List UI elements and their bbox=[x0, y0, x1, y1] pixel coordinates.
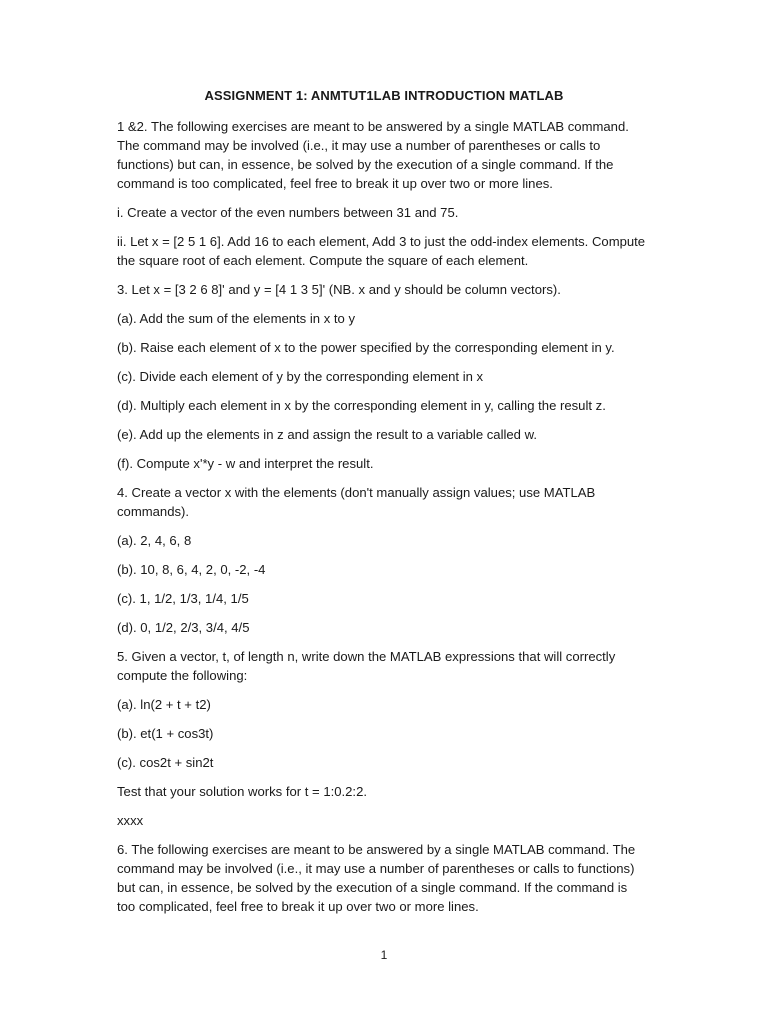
paragraph-4b: (b). 10, 8, 6, 4, 2, 0, -2, -4 bbox=[117, 562, 266, 577]
paragraph-question-4: 4. Create a vector x with the elements (don't manually assign values; use MATLAB commands). bbox=[117, 485, 596, 519]
paragraph-3b: (b). Raise each element of x to the power specified by the corresponding element in y. bbox=[117, 340, 615, 355]
paragraph-intro-1-2: 1 &2. The following exercises are meant to be answered by a single MATLAB command. The command may be involved (i.e., it may use a number of parentheses or calls to functions) but can, in essence, be solved by the execution of a single command. If the command is too complicated, feel free to break it up over two or more lines. bbox=[117, 119, 629, 191]
paragraph-4d: (d). 0, 1/2, 2/3, 3/4, 4/5 bbox=[117, 620, 250, 635]
paragraph-3e: (e). Add up the elements in z and assign the result to a variable called w. bbox=[117, 427, 537, 442]
paragraph-3f: (f). Compute x'*y - w and interpret the result. bbox=[117, 456, 374, 471]
paragraph-question-5: 5. Given a vector, t, of length n, write down the MATLAB expressions that will correctly compute the following: bbox=[117, 649, 616, 683]
paragraph-question-6: 6. The following exercises are meant to be answered by a single MATLAB command. The command may be involved (i.e., it may use a number of parentheses or calls to functions) but can, in essence, be solved by the execution of a single command. If the command is too complicated, feel free to break it up over two or more lines. bbox=[117, 842, 636, 914]
paragraph-question-3: 3. Let x = [3 2 6 8]' and y = [4 1 3 5]' (NB. x and y should be column vectors). bbox=[117, 282, 561, 297]
document-title: ASSIGNMENT 1: ANMTUT1LAB INTRODUCTION MATLAB bbox=[204, 88, 564, 103]
paragraph-test-note: Test that your solution works for t = 1:0.2:2. bbox=[117, 784, 367, 799]
paragraph-4a: (a). 2, 4, 6, 8 bbox=[117, 533, 192, 548]
paragraph-3a: (a). Add the sum of the elements in x to y bbox=[117, 311, 355, 326]
page-number: 1 bbox=[380, 948, 388, 962]
paragraph-4c: (c). 1, 1/2, 1/3, 1/4, 1/5 bbox=[117, 591, 249, 606]
paragraph-5b: (b). et(1 + cos3t) bbox=[117, 726, 214, 741]
paragraph-exercise-ii: ii. Let x = [2 5 1 6]. Add 16 to each element, Add 3 to just the odd-index elements. Compute the square root of each element. Compute the square of each element. bbox=[117, 234, 646, 268]
paragraph-separator: xxxx bbox=[117, 813, 144, 828]
paragraph-exercise-i: i. Create a vector of the even numbers between 31 and 75. bbox=[117, 205, 459, 220]
paragraph-3c: (c). Divide each element of y by the corresponding element in x bbox=[117, 369, 484, 384]
paragraph-5c: (c). cos2t + sin2t bbox=[117, 755, 214, 770]
paragraph-3d: (d). Multiply each element in x by the corresponding element in y, calling the result z. bbox=[117, 398, 606, 413]
document-body bbox=[117, 117, 647, 926]
paragraph-5a: (a). ln(2 + t + t2) bbox=[117, 697, 211, 712]
